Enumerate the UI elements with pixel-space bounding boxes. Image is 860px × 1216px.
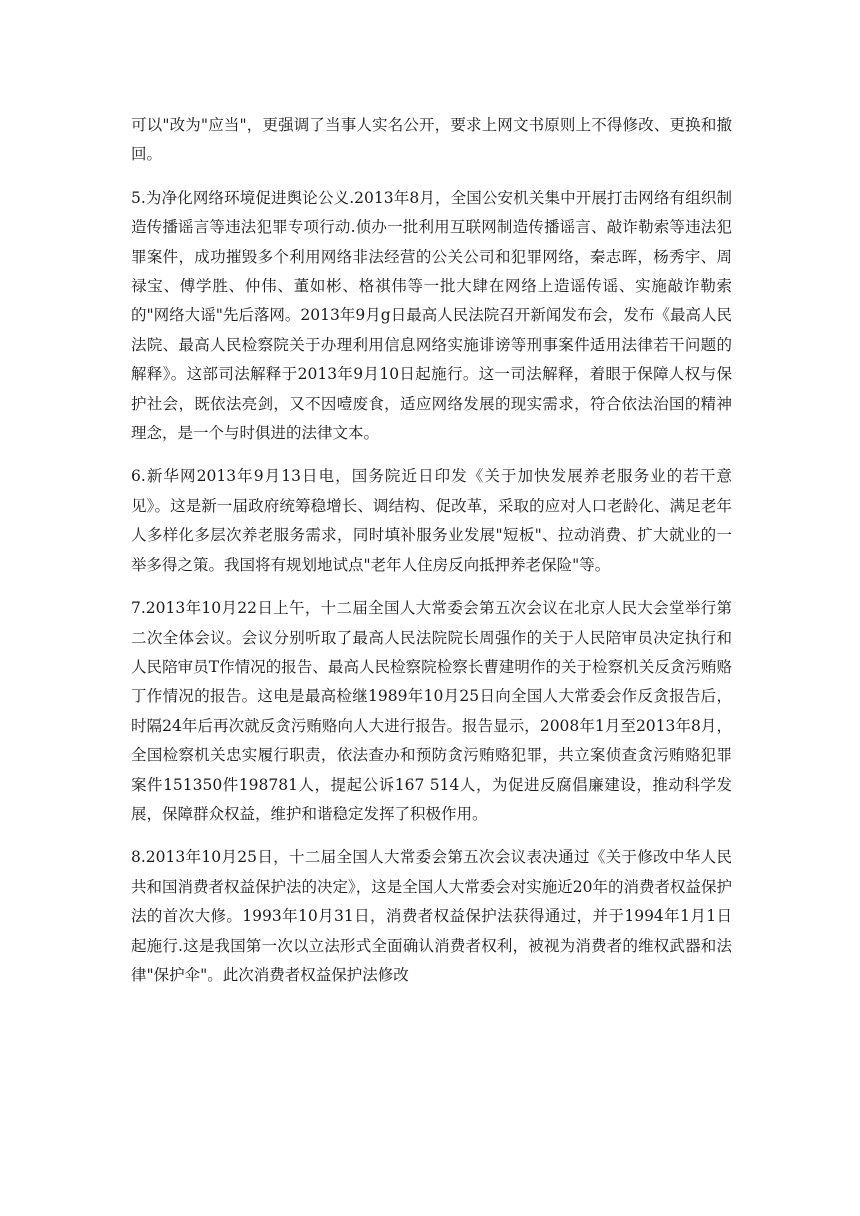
paragraph-continuation: 可以"改为"应当"，更强调了当事人实名公开，要求上网文书原则上不得修改、更换和撤回。 bbox=[131, 116, 732, 164]
paragraph-item-5: 5.为净化网络环境促进舆论公义.2013年8月，全国公安机关集中开展打击网络有组织制造传播谣言等违法犯罪专项行动.侦办一批利用互联网制造传播谣言、敲诈勒索等违法犯罪案件，成功摧毁多个利用网络非法经营的公关公司和犯罪网络，秦志晖，杨秀宇、周禄宝、傅学胜、仲伟、董如彬、格祺伟等一批大肆在网络上造谣传谣、实施敲诈勒索的"网络大谣"先后落网。2013年9月g日最高人民法院召开新闻发布会，发布《最高人民法院、最高人民检察院关于办理利用信息网络实施诽谤等刑事案件适用法律若干问题的解释》。这部司法解释于2013年9月10日起施行。这一司法解释，着眼于保障人权与保护社会，既依法亮剑，又不因噎废食，适应网络发展的现实需求，符合依法治国的精神理念，是一个与时俱进的法律文本。 bbox=[131, 188, 732, 443]
paragraph-item-7: 7.2013年10月22日上午，十二届全国人大常委会第五次会议在北京人民大会堂举行第二次全体会议。会议分别听取了最高人民法院院长周强作的关于人民陪审员决定执行和人民陪审员T作情况的报告、最高人民检察院检察长曹建明作的关于检察机关反贪污贿赂丁作情况的报告。这电是最高检继1989年10月25日向全国人大常委会作反贪报告后，时隔24年后再次就反贪污贿赂向人大进行报告。报告显示，2008年1月至2013年8月，全国检察机关忠实履行职责，依法查办和预防贪污贿赂犯罪，共立案侦查贪污贿赂犯罪案件151350件198781人，提起公诉167 514人，为促进反腐倡廉建设，推动科学发展，保障群众权益，维护和谐稳定发挥了积极作用。 bbox=[131, 599, 732, 823]
paragraph-item-8: 8.2013年10月25日，十二届全国人大常委会第五次会议表决通过《关于修改中华人民共和国消费者权益保护法的决定》，这是全国人大常委会对实施近20年的消费者权益保护法的首次大修。1993年10月31日，消费者权益保护法获得通过，并于1994年1月1日起施行.这是我国第一次以立法形式全面确认消费者权利，被视为消费者的维权武器和法律"保护伞"。此次消费者权益保护法修改 bbox=[131, 848, 732, 984]
document-body bbox=[131, 111, 732, 1004]
paragraph-item-6: 6.新华网2013年9月13日电，国务院近日印发《关于加快发展养老服务业的若干意见》。这是新一届政府统筹稳增长、调结构、促改革，采取的应对人口老龄化、满足老年人多样化多层次养老服务需求，同时填补服务业发展"短板"、拉动消费、扩大就业的一举多得之策。我国将有规划地试点"老年人住房反向抵押养老保险"等。 bbox=[131, 467, 732, 574]
